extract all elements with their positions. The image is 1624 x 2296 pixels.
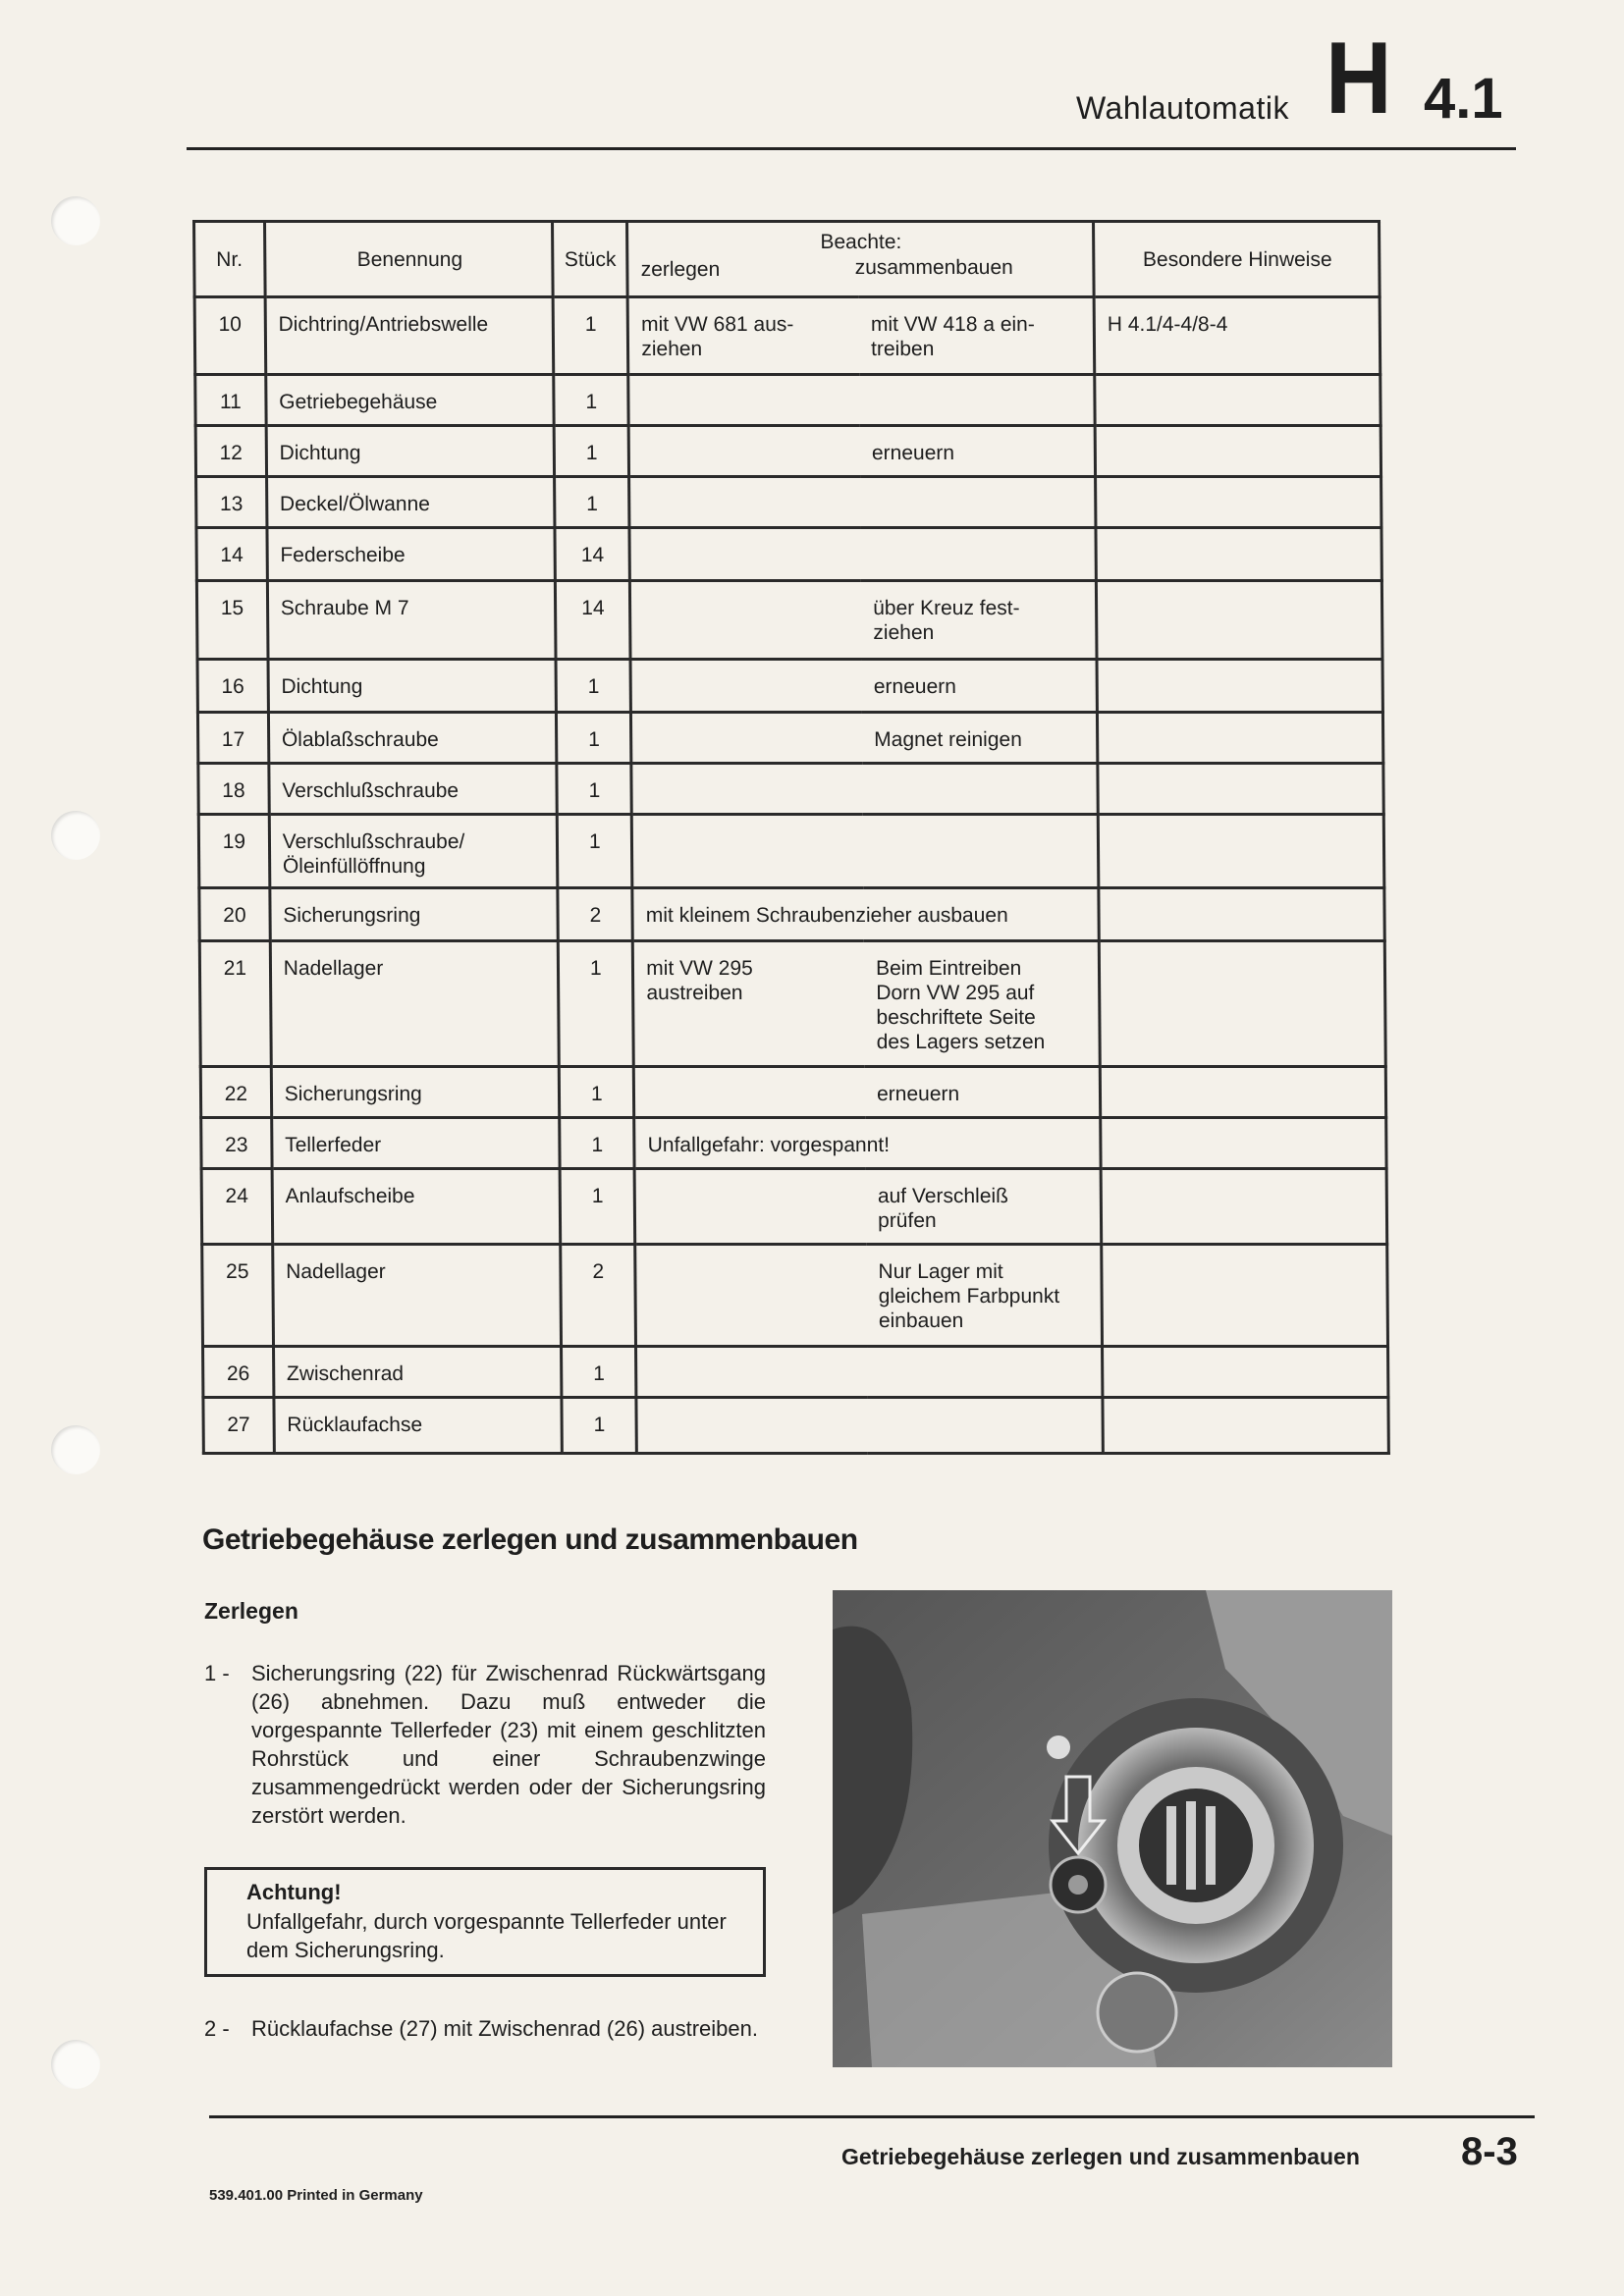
row-zusammenbauen xyxy=(867,1398,1103,1454)
row-qty: 1 xyxy=(562,1398,636,1454)
step-1 xyxy=(204,1659,766,1830)
row-zusammenbauen xyxy=(867,1347,1103,1398)
row-zusammenbauen xyxy=(860,477,1096,528)
section-number: 4.1 xyxy=(1424,67,1503,131)
row-qty: 1 xyxy=(560,1169,634,1245)
table-row xyxy=(198,764,1383,815)
row-zusammenbauen xyxy=(859,375,1095,426)
table-row xyxy=(200,1067,1385,1118)
step-2 xyxy=(204,2014,766,2043)
row-nr: 10 xyxy=(194,297,265,375)
table-row xyxy=(196,477,1381,528)
header-zusammenbauen: zusammenbauen xyxy=(854,256,1013,279)
header-zerlegen: zerlegen xyxy=(640,258,721,281)
table-row xyxy=(203,1398,1388,1454)
row-nr: 21 xyxy=(199,941,271,1067)
row-zerlegen xyxy=(632,815,864,888)
row-zerlegen xyxy=(629,528,861,581)
row-name: Schraube M 7 xyxy=(267,581,556,660)
row-nr: 16 xyxy=(197,660,268,713)
row-qty: 1 xyxy=(560,1118,634,1169)
table-row xyxy=(202,1245,1388,1347)
row-nr: 11 xyxy=(195,375,266,426)
row-zusammenbauen: über Kreuz fest- ziehen xyxy=(861,581,1097,660)
row-zerlegen xyxy=(630,581,862,660)
table-row xyxy=(198,815,1384,888)
step-text: Rücklaufachse (27) mit Zwischenrad (26) austreiben. xyxy=(251,2016,759,2041)
row-hinweise xyxy=(1103,1398,1389,1454)
row-zerlegen xyxy=(635,1245,867,1347)
header-qty: Stück xyxy=(553,222,627,297)
table-row xyxy=(194,297,1380,375)
row-qty: 14 xyxy=(555,528,629,581)
row-nr: 19 xyxy=(198,815,269,888)
row-name: Verschlußschraube xyxy=(269,764,558,815)
row-name: Nadellager xyxy=(270,941,560,1067)
row-zerlegen xyxy=(634,1169,866,1245)
row-zerlegen xyxy=(631,764,863,815)
row-hinweise xyxy=(1101,1169,1387,1245)
row-qty: 14 xyxy=(556,581,631,660)
row-name: Rücklaufachse xyxy=(274,1398,563,1454)
row-name: Dichtung xyxy=(266,426,555,477)
row-note-span: mit kleinem Schraubenzieher ausbauen xyxy=(632,888,1099,941)
table-row xyxy=(196,528,1381,581)
step-number: 1 - xyxy=(204,1661,230,1685)
row-name: Ölablaßschraube xyxy=(268,713,557,764)
binder-hole xyxy=(51,196,100,245)
row-hinweise xyxy=(1098,764,1383,815)
row-hinweise xyxy=(1102,1347,1387,1398)
step-text: Sicherungsring (22) für Zwischenrad Rückwärtsgang (26) abnehmen. Dazu muß entweder die vorgespannte Tellerfeder (23) mit einem geschlitzten Rohrstück und einer Schraubenzwinge zusammengedrückt werden oder der Sicherungsring zerstört werden. xyxy=(251,1661,766,1828)
section-letter: H xyxy=(1326,22,1392,135)
gearbox-photo xyxy=(833,1590,1392,2067)
row-zusammenbauen: Nur Lager mit gleichem Farbpunkt einbauen xyxy=(866,1245,1102,1347)
row-hinweise: H 4.1/4-4/8-4 xyxy=(1094,297,1380,375)
row-zerlegen xyxy=(636,1347,868,1398)
row-zusammenbauen: Beim Eintreiben Dorn VW 295 auf beschriftete Seite des Lagers setzen xyxy=(864,941,1100,1067)
row-name: Sicherungsring xyxy=(271,1067,560,1118)
header-beachte xyxy=(627,222,1094,297)
header-name: Benennung xyxy=(264,222,553,297)
row-note-span: Unfallgefahr: vorgespannt! xyxy=(634,1118,1101,1169)
table-row xyxy=(195,375,1380,426)
row-qty: 1 xyxy=(558,815,632,888)
row-nr: 27 xyxy=(203,1398,274,1454)
row-nr: 12 xyxy=(195,426,266,477)
step-number: 2 - xyxy=(204,2016,230,2041)
row-nr: 25 xyxy=(202,1245,274,1347)
row-hinweise xyxy=(1102,1245,1388,1347)
row-nr: 13 xyxy=(196,477,267,528)
table-row xyxy=(197,660,1382,713)
header-title: Wahlautomatik xyxy=(1076,90,1289,126)
row-qty: 1 xyxy=(555,426,629,477)
row-nr: 26 xyxy=(203,1347,274,1398)
table-row xyxy=(197,713,1382,764)
row-zusammenbauen: erneuern xyxy=(860,426,1096,477)
warning-box xyxy=(204,1867,766,1977)
row-name: Sicherungsring xyxy=(270,888,559,941)
binder-hole xyxy=(51,2040,100,2089)
row-name: Dichtung xyxy=(268,660,557,713)
binder-hole xyxy=(51,811,100,860)
row-hinweise xyxy=(1100,1067,1385,1118)
row-nr: 23 xyxy=(201,1118,272,1169)
row-hinweise xyxy=(1097,660,1382,713)
row-qty: 2 xyxy=(561,1245,636,1347)
parts-table xyxy=(192,220,1390,1455)
row-nr: 15 xyxy=(196,581,267,660)
row-hinweise xyxy=(1099,888,1384,941)
row-zerlegen xyxy=(636,1398,868,1454)
row-name: Nadellager xyxy=(272,1245,561,1347)
row-name: Federscheibe xyxy=(267,528,556,581)
row-zusammenbauen xyxy=(861,528,1097,581)
table-row xyxy=(195,426,1380,477)
row-hinweise xyxy=(1101,1118,1386,1169)
row-qty: 1 xyxy=(557,764,631,815)
row-zusammenbauen xyxy=(863,815,1099,888)
row-qty: 1 xyxy=(554,297,628,375)
row-zusammenbauen: erneuern xyxy=(862,660,1098,713)
row-qty: 1 xyxy=(560,1067,634,1118)
row-zerlegen xyxy=(631,713,863,764)
row-qty: 1 xyxy=(555,477,629,528)
row-zerlegen: mit VW 681 aus- ziehen xyxy=(627,297,859,375)
row-zerlegen xyxy=(629,477,861,528)
binder-hole xyxy=(51,1425,100,1474)
row-qty: 1 xyxy=(559,941,634,1067)
row-name: Verschlußschraube/ Öleinfüllöffnung xyxy=(269,815,558,888)
row-zusammenbauen: erneuern xyxy=(865,1067,1101,1118)
row-zerlegen xyxy=(634,1067,866,1118)
table-row xyxy=(203,1347,1388,1398)
row-qty: 2 xyxy=(558,888,632,941)
row-nr: 17 xyxy=(197,713,268,764)
page-number: 8-3 xyxy=(1461,2130,1518,2173)
row-name: Anlaufscheibe xyxy=(272,1169,561,1245)
row-name: Zwischenrad xyxy=(273,1347,562,1398)
row-nr: 24 xyxy=(201,1169,272,1245)
warning-text: Unfallgefahr, durch vorgespannte Tellerfeder unter dem Sicherungsring. xyxy=(246,1909,727,1962)
header-hinweise: Besondere Hinweise xyxy=(1093,222,1380,297)
row-nr: 14 xyxy=(196,528,267,581)
section-subtitle: Zerlegen xyxy=(204,1598,298,1624)
header-rule xyxy=(187,147,1516,150)
footer-rule xyxy=(209,2115,1535,2118)
table-header-row xyxy=(194,222,1380,297)
print-note: 539.401.00 Printed in Germany xyxy=(209,2187,423,2204)
row-zusammenbauen: mit VW 418 a ein- treiben xyxy=(859,297,1095,375)
table-row xyxy=(201,1118,1386,1169)
row-name: Deckel/Ölwanne xyxy=(266,477,555,528)
row-hinweise xyxy=(1097,713,1382,764)
row-hinweise xyxy=(1095,477,1380,528)
row-zerlegen xyxy=(628,375,860,426)
table-row xyxy=(196,581,1382,660)
table-row xyxy=(199,941,1385,1067)
row-nr: 20 xyxy=(199,888,270,941)
row-zerlegen: mit VW 295 austreiben xyxy=(633,941,865,1067)
row-qty: 1 xyxy=(554,375,628,426)
row-hinweise xyxy=(1096,528,1381,581)
row-qty: 1 xyxy=(556,660,630,713)
row-hinweise xyxy=(1095,426,1380,477)
row-hinweise xyxy=(1095,375,1380,426)
header-beachte-label: Beachte: xyxy=(820,231,902,253)
table-row xyxy=(201,1169,1387,1245)
header-nr: Nr. xyxy=(194,222,265,297)
row-zerlegen xyxy=(630,660,862,713)
row-zusammenbauen: Magnet reinigen xyxy=(862,713,1098,764)
row-qty: 1 xyxy=(562,1347,636,1398)
row-zerlegen xyxy=(628,426,860,477)
row-nr: 22 xyxy=(200,1067,271,1118)
row-hinweise xyxy=(1096,581,1382,660)
row-zusammenbauen xyxy=(862,764,1098,815)
warning-title: Achtung! xyxy=(246,1880,342,1904)
gear-teeth xyxy=(1166,1801,1216,1890)
row-name: Tellerfeder xyxy=(271,1118,560,1169)
row-qty: 1 xyxy=(557,713,631,764)
table-row xyxy=(199,888,1384,941)
row-hinweise xyxy=(1098,815,1384,888)
row-hinweise xyxy=(1099,941,1385,1067)
section-title: Getriebegehäuse zerlegen und zusammenbauen xyxy=(202,1523,858,1556)
row-name: Dichtring/Antriebswelle xyxy=(265,297,554,375)
row-nr: 18 xyxy=(198,764,269,815)
footer-title: Getriebegehäuse zerlegen und zusammenbauen xyxy=(841,2144,1360,2169)
row-name: Getriebegehäuse xyxy=(265,375,554,426)
row-zusammenbauen: auf Verschleiß prüfen xyxy=(866,1169,1102,1245)
